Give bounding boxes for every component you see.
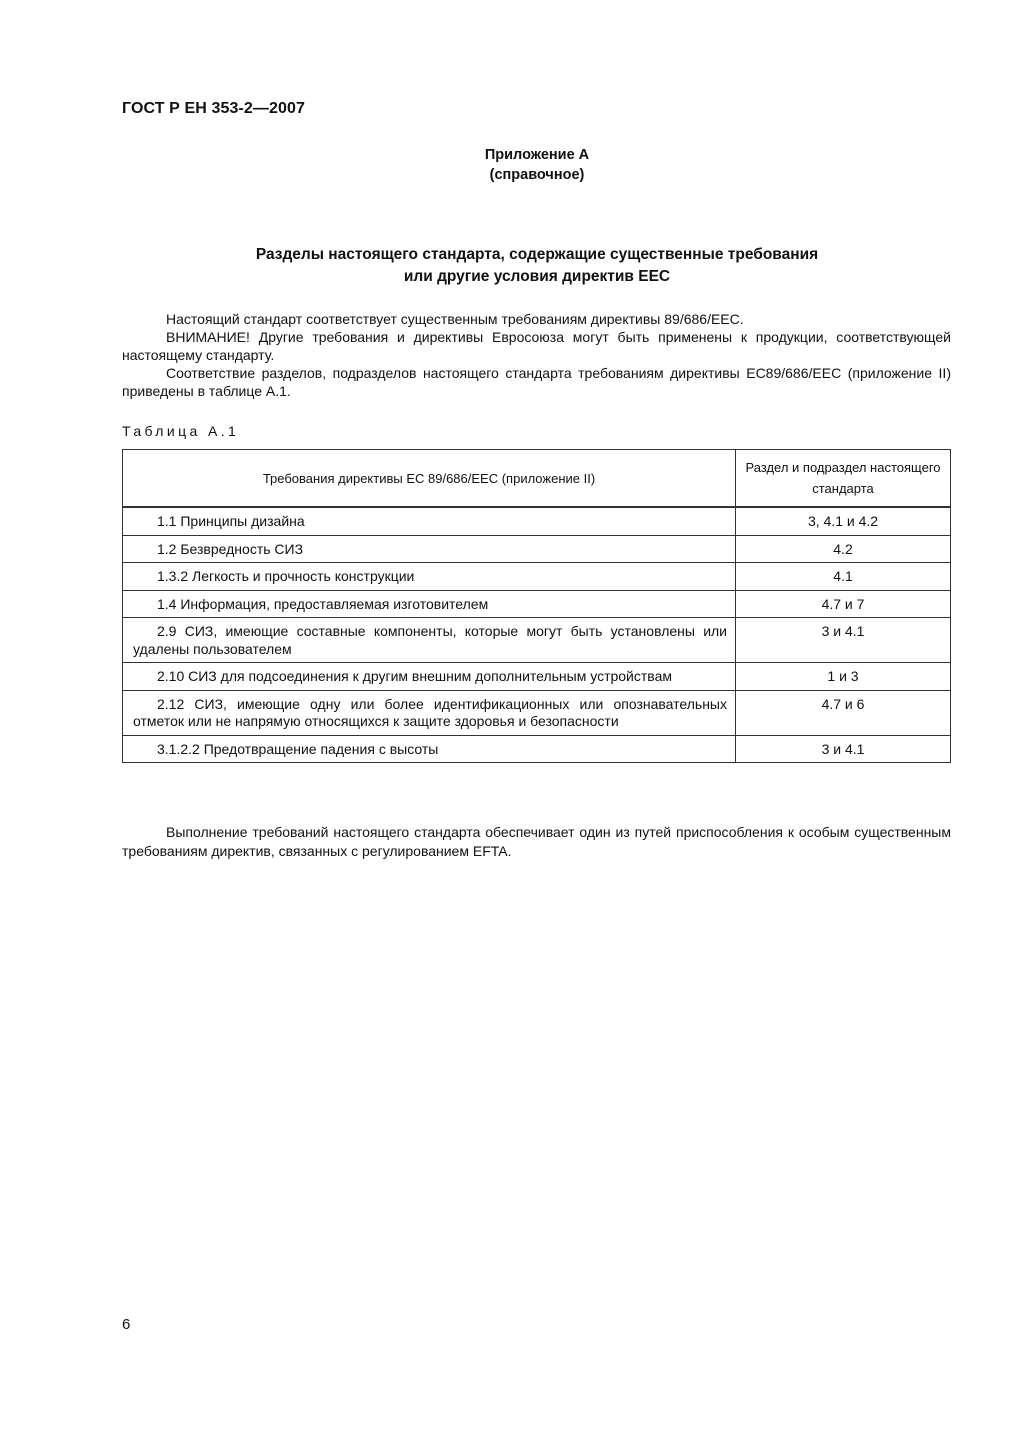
- requirement-cell: 1.1 Принципы дизайна: [123, 507, 736, 535]
- table-header-row: [123, 450, 951, 508]
- closing-paragraph: Выполнение требований настоящего стандарта обеспечивает один из путей приспособления к особым существенным требованиям директив, связанных с регулированием EFTA.: [122, 824, 951, 859]
- section-cell: 3 и 4.1: [736, 618, 951, 663]
- intro-paragraph-1: Настоящий стандарт соответствует существенным требованиям директивы 89/686/ЕЕС.: [166, 311, 744, 327]
- closing-text: [122, 823, 951, 861]
- section-cell: 1 и 3: [736, 663, 951, 691]
- section-cell: 3, 4.1 и 4.2: [736, 507, 951, 535]
- annex-heading: [122, 145, 952, 185]
- header-requirements: Требования директивы ЕС 89/686/ЕЕС (приложение II): [123, 450, 736, 508]
- table-caption: Таблица А.1: [122, 423, 240, 439]
- table-row: [123, 690, 951, 735]
- annex-title-line-1: Разделы настоящего стандарта, содержащие существенные требования: [255, 246, 819, 263]
- section-cell: 4.7 и 6: [736, 690, 951, 735]
- requirement-cell: 2.10 СИЗ для подсоединения к другим внешним дополнительным устройствам: [123, 663, 736, 691]
- document-code: ГОСТ Р ЕН 353-2—2007: [122, 100, 305, 117]
- table-row: [123, 663, 951, 691]
- table-row: [123, 735, 951, 763]
- table-row: [123, 618, 951, 663]
- header-sections: Раздел и подраздел настоящего стандарта: [736, 450, 951, 508]
- requirement-cell: 1.3.2 Легкость и прочность конструкции: [123, 563, 736, 591]
- section-cell: 3 и 4.1: [736, 735, 951, 763]
- annex-title-line-2: или другие условия директив ЕЕС: [403, 268, 671, 285]
- table-row: [123, 563, 951, 591]
- requirement-cell: 3.1.2.2 Предотвращение падения с высоты: [123, 735, 736, 763]
- section-cell: 4.2: [736, 535, 951, 563]
- requirement-cell: 1.4 Информация, предоставляемая изготовителем: [123, 590, 736, 618]
- section-cell: 4.1: [736, 563, 951, 591]
- annex-title: [122, 244, 952, 288]
- intro-paragraph-3: Соответствие разделов, подразделов настоящего стандарта требованиям директивы ЕС89/686/ЕЕС (приложение II) приведены в таблице А.1.: [122, 365, 951, 399]
- requirements-table: [122, 449, 951, 763]
- requirement-cell: 1.2 Безвредность СИЗ: [123, 535, 736, 563]
- requirement-cell: 2.12 СИЗ, имеющие одну или более идентификационных или опознавательных отметок или не напрямую относящихся к защите здоровья и безопасности: [123, 690, 736, 735]
- table-row: [123, 590, 951, 618]
- intro-paragraph-2: ВНИМАНИЕ! Другие требования и директивы Евросоюза могут быть применены к продукции, соответствующей настоящему стандарту.: [122, 329, 951, 363]
- table-row: [123, 507, 951, 535]
- requirement-cell: 2.9 СИЗ, имеющие составные компоненты, которые могут быть установлены или удалены пользователем: [123, 618, 736, 663]
- annex-type: (справочное): [489, 167, 585, 183]
- page-number: 6: [122, 1316, 131, 1333]
- intro-text: [122, 310, 951, 400]
- annex-label: Приложение А: [484, 147, 590, 163]
- table-row: [123, 535, 951, 563]
- section-cell: 4.7 и 7: [736, 590, 951, 618]
